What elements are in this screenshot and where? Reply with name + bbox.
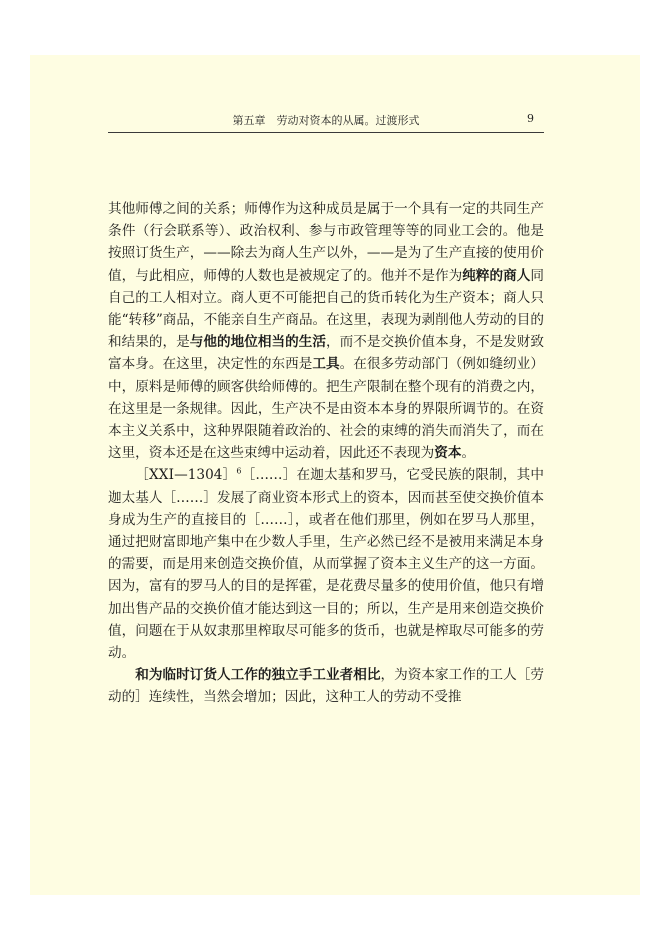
text-run: ［ⅩⅩⅠ—1304］	[135, 467, 237, 484]
text-run: ，而不是交换价值本身，不是发财致富本身。在这里，决定性的东西是	[108, 334, 545, 373]
page-number: 9	[527, 112, 534, 125]
body-text	[108, 198, 544, 709]
text-run: 。	[461, 445, 476, 462]
running-header	[108, 108, 544, 133]
emphasis-text: 和为临时订货人工作的独立手工业者相比	[135, 667, 381, 684]
chapter-title: 第五章 劳动对资本的从属。过渡形式	[232, 114, 420, 127]
emphasis-text: 纯粹的商人	[462, 267, 531, 284]
emphasis-text: 资本	[434, 445, 462, 462]
emphasis-text: 与他的地位相当的生活	[189, 334, 327, 351]
paragraph	[108, 464, 544, 664]
paragraph	[108, 198, 544, 464]
paragraph	[108, 664, 544, 708]
text-run: 其他师傅之间的关系；师傅作为这种成员是属于一个具有一定的共同生产条件（行会联系等）、政治权利、参与市政管理等等的同业工会的。他是按照订货生产，——除去为商人生产以外，——是为了生产直接的使用价值，与此相应，师傅的人数也是被规定了的。他并不是作为	[108, 201, 544, 284]
text-run: ［……］在迦太基和罗马，它受民族的限制，其中迦太基人［……］发展了商业资本形式上的资本，因而甚至使交换价值本身成为生产的直接目的［……］，或者在他们那里，例如在罗马人那里，通过把财富即地产集中在少数人手里，生产必然已经不是被用来满足本身的需要，而是用来创造交换价值，从而掌握了资本主义生产的这一方面。因为，富有的罗马人的目的是挥霍，是花费尽量多的使用价值，他只有增加出售产品的交换价值才能达到这一目的；所以，生产是用来创造交换价值，问题在于从奴隶那里榨取尽可能多的货币，也就是榨取尽可能多的劳动。	[108, 467, 545, 662]
emphasis-text: 工具	[312, 356, 340, 373]
text-run: ，为资本家工作的工人［劳动的］连续性，当然会增加；因此，这种工人的劳动不受推	[108, 667, 545, 706]
text-run: 同自己的工人相对立。商人更不可能把自己的货币转化为生产资本；商人只能“转移”商品，不能亲自生产商品。在这里，表现为剥削他人劳动的目的和结果的，是	[108, 267, 545, 351]
text-run: 。在很多劳动部门（例如缝纫业）中，原料是师傅的顾客供给师傅的。把生产限制在整个现有的消费之内，在这里是一条规律。因此，生产决不是由资本本身的界限所调节的。在资本主义关系中，这种界限随着政治的、社会的束缚的消失而消失了，而在这里，资本还是在这些束缚中运动着，因此还不表现为	[108, 356, 545, 462]
footnote-marker: 6	[236, 466, 242, 476]
